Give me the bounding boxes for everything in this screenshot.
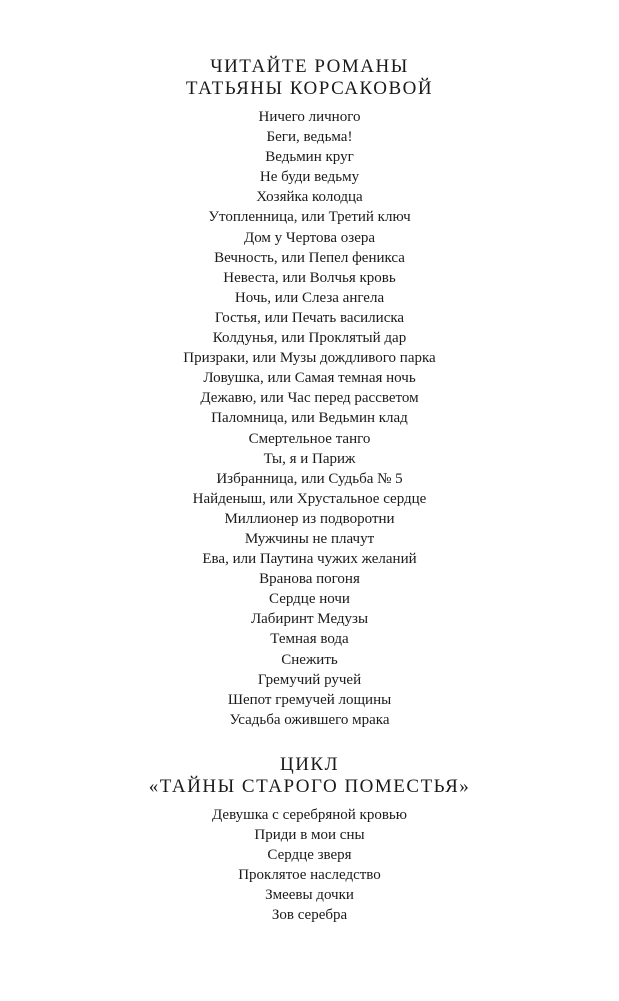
list-item: Сердце ночи (269, 591, 350, 608)
list-item: Гостья, или Печать василиска (214, 309, 405, 326)
list-item: Ночь, или Слеза ангела (234, 289, 385, 306)
list-item: Ловушка, или Самая темная ночь (203, 370, 416, 387)
cycle-novels-list (0, 805, 619, 926)
list-item: Шепот гремучей лощины (227, 691, 392, 708)
heading-line-2: ТАТЬЯНЫ КОРСАКОВОЙ (185, 78, 434, 99)
list-item: Смертельное танго (248, 430, 371, 447)
cycle-heading-line-2: «ТАЙНЫ СТАРОГО ПОМЕСТЬЯ» (148, 776, 471, 797)
list-item: Дом у Чертова озера (243, 229, 376, 246)
list-item: Вечность, или Пепел феникса (214, 249, 405, 266)
list-item: Зов серебра (271, 907, 348, 924)
list-item: Проклятое наследство (238, 867, 381, 884)
list-item: Миллионер из подворотни (224, 510, 395, 527)
novels-list (0, 107, 619, 730)
list-item: Не буди ведьму (259, 169, 360, 186)
list-item: Утопленница, или Третий ключ (208, 209, 411, 226)
list-item: Колдунья, или Проклятый дар (212, 330, 407, 347)
list-item: Паломница, или Ведьмин клад (211, 410, 408, 427)
list-item: Призраки, или Музы дождливого парка (183, 350, 436, 367)
list-item: Девушка с серебряной кровью (212, 807, 407, 823)
page-heading (0, 56, 619, 100)
list-item: Найденыш, или Хрустальное сердце (192, 490, 427, 507)
list-item: Лабиринт Медузы (250, 611, 369, 628)
list-item: Ева, или Паутина чужих желаний (202, 551, 417, 568)
list-item: Ты, я и Париж (263, 450, 356, 467)
list-item: Сердце зверя (267, 847, 352, 864)
list-item: Змеевы дочки (265, 887, 354, 904)
cycle-heading (0, 754, 619, 798)
list-item: Беги, ведьма! (266, 129, 353, 146)
list-item: Вранова погоня (259, 571, 360, 588)
list-item: Дежавю, или Час перед рассветом (200, 390, 419, 407)
list-item: Ведьмин круг (265, 149, 354, 166)
list-item: Избранница, или Судьба № 5 (216, 470, 403, 487)
heading-line-1: ЧИТАЙТЕ РОМАНЫ (210, 56, 409, 77)
list-item: Темная вода (270, 631, 349, 648)
list-item: Усадьба ожившего мрака (229, 711, 390, 728)
list-item: Мужчины не плачут (244, 530, 375, 547)
list-item: Гремучий ручей (257, 671, 362, 688)
cycle-heading-line-1: ЦИКЛ (279, 754, 339, 775)
list-item: Невеста, или Волчья кровь (223, 269, 396, 286)
list-item: Приди в мои сны (254, 827, 365, 844)
list-item: Снежить (281, 651, 338, 668)
list-item: Хозяйка колодца (256, 189, 363, 206)
list-item: Ничего личного (258, 109, 361, 125)
